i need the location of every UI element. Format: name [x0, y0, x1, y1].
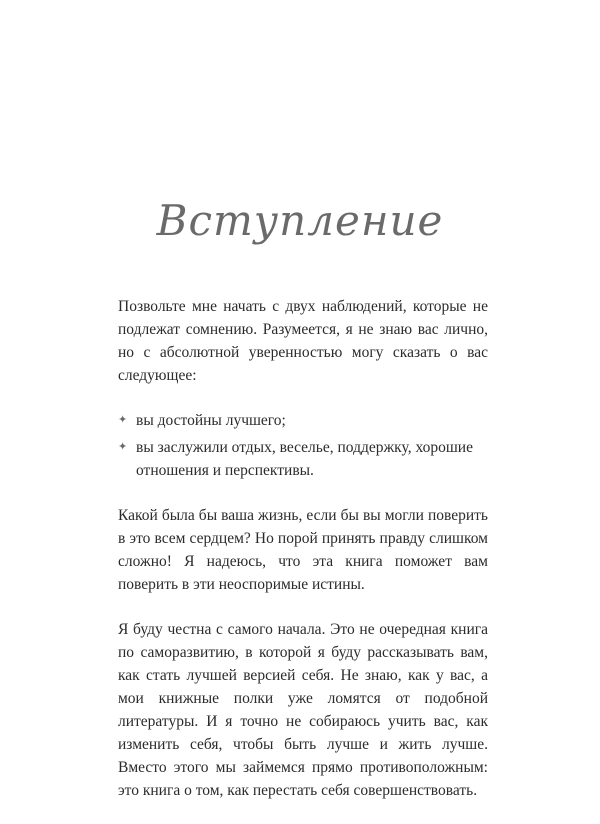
- bullet-text: вы достойны лучшего;: [136, 412, 286, 429]
- chapter-title: Вступление: [156, 196, 444, 245]
- bullet-list: [118, 409, 488, 482]
- bullet-item: [118, 409, 488, 432]
- body-text: [118, 295, 488, 824]
- diamond-bullet-icon: ✦: [118, 414, 128, 426]
- bullet-text: вы заслужили отдых, веселье, поддержку, хорошие отношения и перспективы.: [136, 439, 473, 479]
- diamond-bullet-icon: ✦: [118, 441, 128, 453]
- intro-paragraph: Позвольте мне начать с двух наблюдений, которые не подлежат сомнению. Разумеется, я не знаю вас лично, но с абсолютной уверенностью могу сказать о вас следующее:: [118, 298, 488, 384]
- bullet-item: [118, 436, 488, 482]
- question-paragraph: Какой была бы ваша жизнь, если бы вы могли поверить в это всем сердцем? Но порой принять правду слишком сложно! Я надеюсь, что эта книга поможет вам поверить в эти неоспоримые истины.: [118, 507, 488, 593]
- honesty-paragraph: Я буду честна с самого начала. Это не очередная книга по саморазвитию, в которой я буду рассказывать вам, как стать лучшей версией себя. Не знаю, как у вас, а мои книжные полки уже ломятся от подобной литературы. И я точно не собираюсь учить вас, как изменить себя, чтобы быть лучше и жить лучше. Вместо этого мы займемся прямо противоположным: это книга о том, как перестать себя совершенствовать.: [118, 621, 488, 799]
